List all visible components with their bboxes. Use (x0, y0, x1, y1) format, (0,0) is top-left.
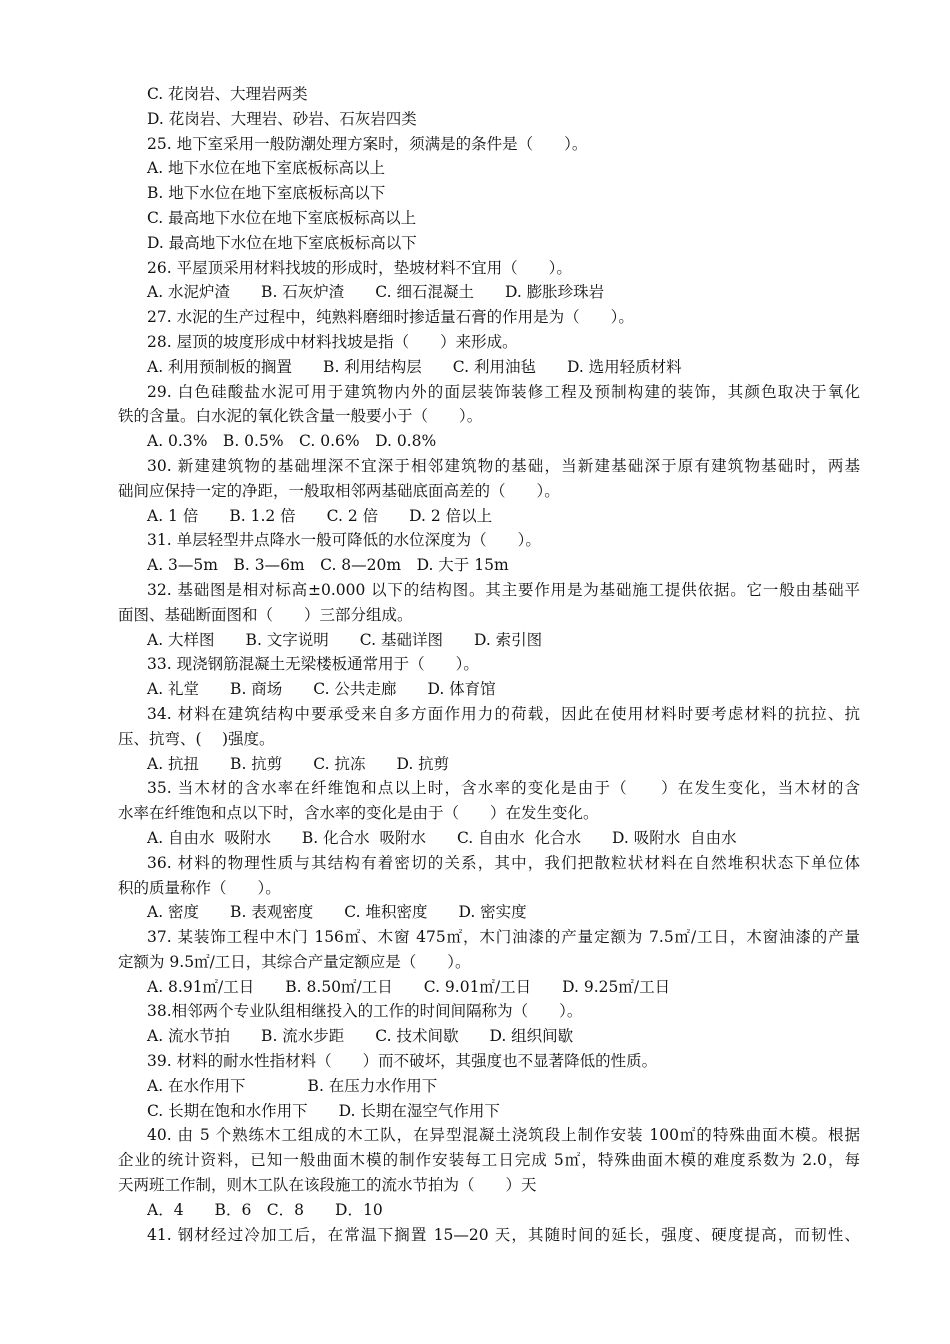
text-line: 积的质量称作（ ）。 (118, 878, 281, 897)
text-line: A. 8.91㎡/工日 B. 8.50㎡/工日 C. 9.01㎡/工日 D. 9.25㎡/工日 (147, 977, 671, 996)
text-line: A. 0.3% B. 0.5% C. 0.6% D. 0.8% (147, 432, 437, 451)
text-line: A. 1 倍 B. 1.2 倍 C. 2 倍 D. 2 倍以上 (147, 506, 493, 525)
text-line: A. 在水作用下 B. 在压力水作用下 (147, 1076, 438, 1095)
text-line: 30. 新建建筑物的基础埋深不宜深于相邻建筑物的基础，当新建基础深于原有建筑物基础时，两基 (147, 456, 860, 475)
text-line: C. 长期在饱和水作用下 D. 长期在湿空气作用下 (147, 1101, 500, 1120)
text-line: 29. 白色硅酸盐水泥可用于建筑物内外的面层装饰装修工程及预制构建的装饰，其颜色取决于氧化 (147, 382, 860, 401)
text-line: A. 密度 B. 表观密度 C. 堆积密度 D. 密实度 (147, 903, 527, 922)
text-line: 企业的统计资料，已知一般曲面木模的制作安装每工日完成 5㎡，特殊曲面木模的难度系数为 2.0，每 (118, 1151, 860, 1170)
text-line: 定额为 9.5㎡/工日，其综合产量定额应是（ ）。 (118, 952, 471, 971)
text-line: A. 地下水位在地下室底板标高以上 (147, 159, 386, 178)
text-line: 础间应保持一定的净距，一般取相邻两基础底面高差的（ ）。 (118, 481, 560, 500)
text-line: A. 3—5m B. 3—6m C. 8—20m D. 大于 15m (147, 556, 509, 575)
text-line: 27. 水泥的生产过程中，纯熟料磨细时掺适量石膏的作用是为（ ）。 (147, 308, 634, 327)
text-line: 31. 单层轻型井点降水一般可降低的水位深度为（ ）。 (147, 531, 541, 550)
text-line: 36. 材料的物理性质与其结构有着密切的关系，其中，我们把散粒状材料在自然堆积状态下单位体 (147, 853, 860, 872)
text-line: 面图、基础断面图和（ ）三部分组成。 (118, 605, 413, 624)
text-line: A. 自由水 吸附水 B. 化合水 吸附水 C. 自由水 化合水 D. 吸附水 自由水 (147, 828, 737, 847)
text-line: C. 最高地下水位在地下室底板标高以上 (147, 208, 417, 227)
text-line: A. 流水节拍 B. 流水步距 C. 技术间歇 D. 组织间歇 (147, 1027, 574, 1046)
text-line: A. 水泥炉渣 B. 石灰炉渣 C. 细石混凝土 D. 膨胀珍珠岩 (147, 283, 605, 302)
text-line: 25. 地下室采用一般防潮处理方案时，须满是的条件是（ ）。 (147, 134, 588, 153)
text-line: A. 大样图 B. 文字说明 C. 基础详图 D. 索引图 (147, 630, 543, 649)
text-line: 天两班工作制，则木工队在该段施工的流水节拍为（ ）天 (118, 1176, 537, 1195)
text-line: 32. 基础图是相对标高±0.000 以下的结构图。其主要作用是为基础施工提供依据。它一般由基础平 (147, 580, 860, 599)
text-line: B. 地下水位在地下室底板标高以下 (147, 184, 386, 203)
text-line: 41. 钢材经过冷加工后，在常温下搁置 15—20 天，其随时间的延长，强度、硬度提高，而韧性、 (147, 1225, 860, 1244)
text-line: 28. 屋顶的坡度形成中材料找坡是指（ ）来形成。 (147, 332, 518, 351)
text-line: D. 花岗岩、大理岩、砂岩、石灰岩四类 (147, 109, 417, 128)
text-line: 35. 当木材的含水率在纤维饱和点以上时，含水率的变化是由于（ ）在发生变化，当木材的含 (147, 779, 860, 798)
text-line: 38.相邻两个专业队组相继投入的工作的时间间隔称为（ ）。 (147, 1002, 583, 1021)
text-line: 34. 材料在建筑结构中要承受来自多方面作用力的荷载，因此在使用材料时要考虑材料的抗拉、抗 (147, 704, 860, 723)
text-line: C. 花岗岩、大理岩两类 (147, 85, 308, 103)
text-line: 压、抗弯、( )强度。 (118, 729, 275, 748)
text-line: 26. 平屋顶采用材料找坡的形成时，垫坡材料不宜用（ ）。 (147, 258, 572, 277)
text-line: A. 礼堂 B. 商场 C. 公共走廊 D. 体育馆 (147, 680, 496, 699)
text-line: 40. 由 5 个熟练木工组成的木工队，在异型混凝土浇筑段上制作安装 100㎡的特殊曲面木模。根据 (147, 1126, 860, 1145)
text-line: 33. 现浇钢筋混凝土无梁楼板通常用于（ ）。 (147, 655, 479, 674)
text-line: A．4 B．6 C．8 D．10 (147, 1200, 383, 1219)
text-line: A. 抗扭 B. 抗剪 C. 抗冻 D. 抗剪 (147, 754, 450, 773)
text-line: A. 利用预制板的搁置 B. 利用结构层 C. 利用油毡 D. 选用轻质材料 (147, 357, 682, 376)
text-line: 37. 某装饰工程中木门 156㎡、木窗 475㎡，木门油漆的产量定额为 7.5㎡/工日，木窗油漆的产量 (147, 928, 860, 947)
text-line: D. 最高地下水位在地下室底板标高以下 (147, 233, 417, 252)
text-line: 水率在纤维饱和点以下时，含水率的变化是由于（ ）在发生变化。 (118, 804, 599, 823)
text-line: 铁的含量。白水泥的氧化铁含量一般要小于（ ）。 (118, 407, 483, 426)
text-line: 39. 材料的耐水性指材料（ ）而不破坏，其强度也不显著降低的性质。 (147, 1052, 658, 1071)
